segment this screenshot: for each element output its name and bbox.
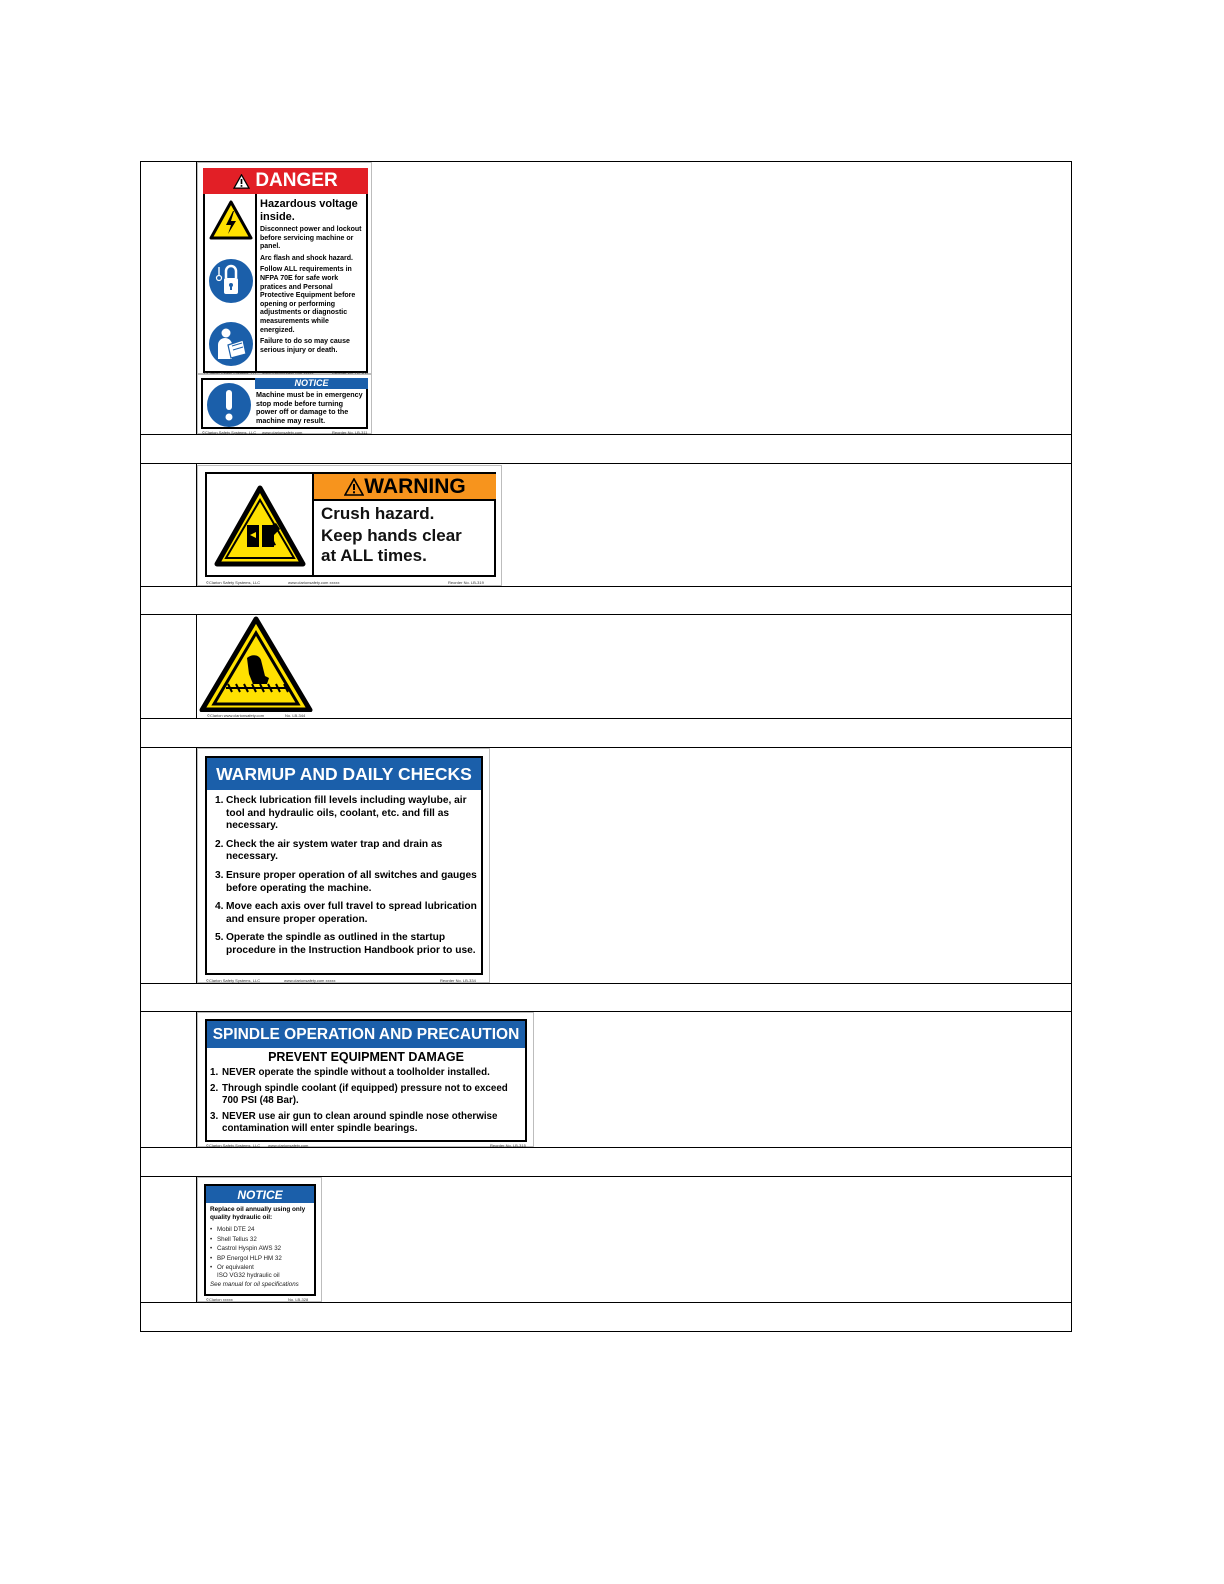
lockout-icon: [208, 258, 254, 304]
notice-estop-header: NOTICE: [255, 378, 368, 389]
label-footer-mid: www.clarionsafety.com xxxxx: [288, 580, 340, 585]
table-cell-empty: [141, 1012, 197, 1147]
table-spacer-row: [141, 587, 1071, 615]
spindle-subheader: PREVENT EQUIPMENT DAMAGE: [268, 1050, 464, 1064]
danger-icon-column: [205, 194, 257, 371]
table-row: [141, 615, 1071, 719]
oil-notice-header: NOTICE: [204, 1184, 316, 1203]
notice-estop-label: [197, 374, 372, 434]
table-cell-empty: [141, 162, 197, 434]
warmup-body: [205, 790, 483, 975]
notice-estop-text: Machine must be in emergency stop mode before turning power off or damage to the machine may result.: [256, 390, 363, 425]
label-footer-right: Reorder No. LB-315: [490, 1143, 526, 1148]
warning-label: [197, 465, 502, 586]
warmup-header: WARMUP AND DAILY CHECKS: [205, 756, 483, 790]
table-row: [141, 1177, 1071, 1303]
spindle-label: [197, 1012, 534, 1147]
cut-hazard-icon: [199, 616, 313, 712]
list-item: 5. Operate the spindle as outlined in the startup procedure in the Instruction Handbook prior to use.: [215, 932, 476, 956]
label-footer-mid: www.clarionsafety.com xxxxx: [284, 978, 336, 983]
label-footer-right: Reorder No. LB-319: [448, 580, 484, 585]
spindle-body: [205, 1048, 527, 1142]
label-footer-left: ©Clarion www.clarionsafety.com: [207, 713, 265, 718]
cut-hazard-label: [197, 616, 315, 718]
table-cell-empty: [141, 1177, 197, 1302]
label-footer-left: ©Clarion Safety Systems, LLC: [206, 978, 261, 983]
label-footer-left: ©Clarion Safety Systems, LLC: [202, 430, 257, 435]
danger-paragraph: Follow ALL requirements in NFPA 70E for safe work pratices and Personal Protective Equipment before opening or performing adjustments or diagnostic measurements while energized.: [260, 266, 356, 334]
label-footer-left: ©Clarion Safety Systems, LLC: [206, 1143, 261, 1148]
warmup-list: [215, 795, 477, 964]
table-cell-empty: [141, 464, 197, 586]
warning-line: Crush hazard.: [321, 504, 435, 523]
table-row: [141, 1012, 1071, 1148]
list-item: • Shell Tellus 32: [210, 1235, 314, 1245]
danger-paragraph: Failure to do so may cause serious injury or death.: [260, 338, 350, 354]
label-footer-left: ©Clarion Safety Systems, LLC: [206, 580, 261, 585]
warning-line: at ALL times.: [321, 546, 427, 565]
table-spacer-row: [141, 984, 1071, 1012]
table-cell-empty: [141, 748, 197, 983]
warmup-label: [197, 748, 490, 983]
oil-notice-body: [204, 1203, 316, 1296]
label-footer-right: No. LB-344: [285, 713, 306, 718]
label-footer-right: Reorder No. LB-334: [440, 978, 476, 983]
danger-paragraph: Disconnect power and lockout before servicing machine or panel.: [260, 226, 362, 251]
list-item: • BP Energol HLP HM 32: [210, 1254, 314, 1264]
table-spacer-row: [141, 1148, 1071, 1177]
list-item: • Castrol Hyspin AWS 32: [210, 1244, 314, 1254]
table-row: [141, 464, 1071, 587]
labels-table: [140, 161, 1072, 1332]
danger-header: DANGER: [203, 168, 368, 194]
danger-text: [260, 198, 364, 358]
list-item: 1. NEVER operate the spindle without a toolholder installed.: [210, 1067, 490, 1078]
table-spacer-row: [141, 719, 1071, 748]
list-item: • Or equivalent ISO VG32 hydraulic oil: [210, 1263, 314, 1280]
electric-shock-icon: [209, 200, 253, 240]
label-footer-mid: www.clarionsafety.com: [268, 1143, 309, 1148]
label-footer-right: Reorder No. LB-311: [332, 430, 368, 435]
warning-symbol-panel: [207, 474, 314, 575]
list-item: 3. Ensure proper operation of all switches and gauges before operating the machine.: [215, 869, 477, 894]
danger-paragraph: Arc flash and shock hazard.: [260, 254, 353, 262]
table-spacer-row: [141, 1303, 1071, 1331]
danger-body: [203, 194, 368, 373]
table-spacer-row: [141, 435, 1071, 464]
danger-title: Hazardous voltage inside.: [260, 198, 358, 223]
warning-header: WARNING: [314, 474, 496, 501]
oil-notice-intro: Replace oil annually using only quality hydraulic oil:: [210, 1206, 306, 1221]
table-row: [141, 748, 1071, 984]
list-item: 4. Move each axis over full travel to spread lubrication and ensure proper operation.: [215, 901, 477, 925]
exclamation-icon: [206, 382, 252, 428]
list-item: 1. Check lubrication fill levels including waylube, air tool and hydraulic oils, coolant, etc. and fill as necessary.: [215, 795, 467, 832]
warning-text: [321, 503, 491, 567]
spindle-list: [210, 1067, 526, 1139]
list-item: 2. Check the air system water trap and drain as necessary.: [215, 838, 443, 863]
oil-notice-label: [197, 1177, 322, 1302]
danger-label: [197, 162, 372, 374]
list-item: 2. Through spindle coolant (if equipped) pressure not to exceed 700 PSI (48 Bar).: [210, 1082, 508, 1107]
crush-hazard-icon: [214, 485, 306, 567]
list-item: • Mobil DTE 24: [210, 1225, 314, 1235]
warning-line: Keep hands clear: [321, 526, 462, 545]
spindle-header: SPINDLE OPERATION AND PRECAUTION: [205, 1019, 527, 1048]
table-cell-empty: [141, 615, 197, 718]
oil-list: [210, 1225, 314, 1281]
table-row: [141, 162, 1071, 435]
warning-triangle-icon: [233, 174, 250, 189]
label-footer-left: ©Clarion xxxxx: [206, 1297, 233, 1302]
read-manual-icon: [208, 321, 254, 367]
label-footer-mid: www.clarionsafety.com: [262, 430, 303, 435]
oil-manual-note: See manual for oil specifications: [210, 1281, 299, 1288]
list-item: 3. NEVER use air gun to clean around spindle nose otherwise contamination will enter spindle bearings.: [210, 1110, 498, 1135]
warning-triangle-icon: [344, 478, 364, 496]
label-footer-right: No. LB-328: [288, 1297, 309, 1302]
